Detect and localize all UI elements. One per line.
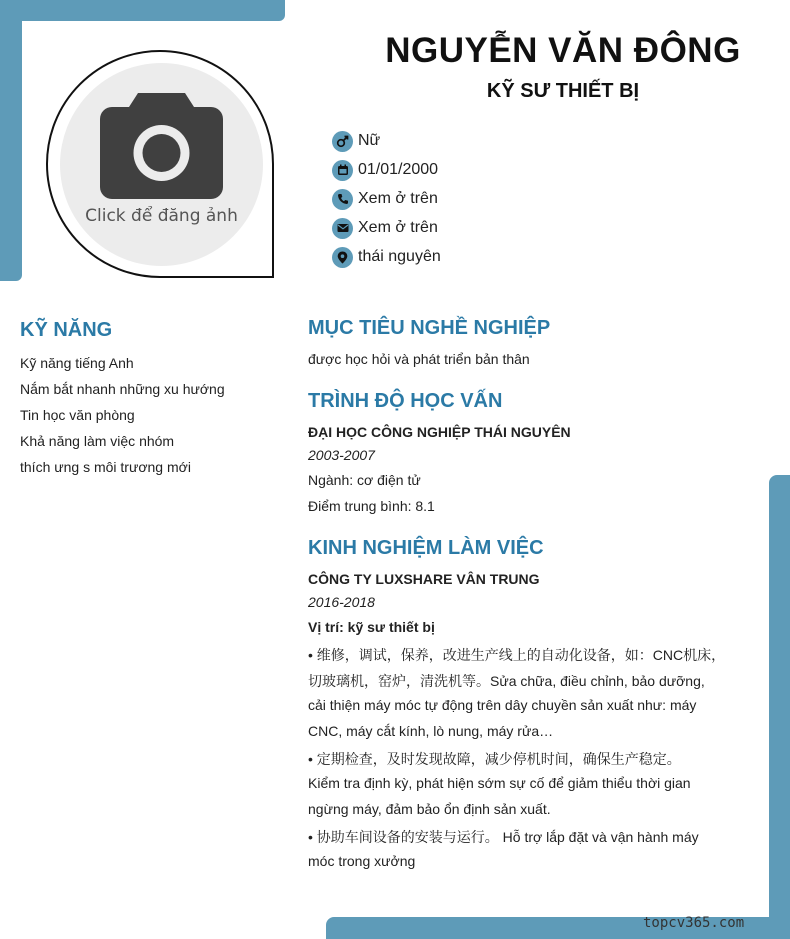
contact-birthday (332, 159, 438, 181)
gender-value: Nữ (358, 132, 381, 149)
skill-item: Tin học văn phòng (20, 407, 135, 423)
education-period: 2003-2007 (308, 447, 375, 463)
photo-caption[interactable]: Click để đăng ảnh (85, 206, 238, 226)
experience-line: ngừng máy, đảm bảo ổn định sản xuất. (308, 801, 551, 817)
location-value: thái nguyên (358, 248, 441, 265)
skill-item: thích ưng s môi trương mới (20, 459, 191, 475)
experience-line: Kiểm tra định kỳ, phát hiện sớm sự cố để giảm thiểu thời gian (308, 775, 691, 791)
skill-item: Kỹ năng tiếng Anh (20, 355, 134, 371)
right-accent-bar (769, 475, 790, 939)
gender-icon (332, 131, 353, 152)
education-heading: TRÌNH ĐỘ HỌC VẤN (308, 390, 503, 412)
email-icon (332, 218, 353, 239)
skill-item: Nắm bắt nhanh những xu hướng (20, 381, 225, 397)
watermark: topcv365.com (643, 915, 745, 931)
calendar-icon (332, 160, 353, 181)
contact-location (332, 246, 441, 268)
experience-period: 2016-2018 (308, 594, 375, 610)
camera-icon (100, 93, 223, 199)
skill-item: Khả năng làm việc nhóm (20, 433, 175, 449)
contact-phone (332, 188, 438, 210)
candidate-name: NGUYỄN VĂN ĐÔNG (385, 31, 741, 70)
experience-role: Vị trí: kỹ sư thiết bị (308, 619, 435, 635)
experience-line: • 协助车间设备的安装与运行。 Hỗ trợ lắp đặt và vận hành máy (308, 829, 699, 845)
education-major: Ngành: cơ điện tử (308, 472, 421, 488)
location-icon (332, 247, 353, 268)
birthday-value: 01/01/2000 (358, 161, 439, 178)
education-gpa: Điểm trung bình: 8.1 (308, 498, 435, 514)
experience-company: CÔNG TY LUXSHARE VÂN TRUNG (308, 571, 540, 587)
experience-line: móc trong xưởng (308, 853, 416, 869)
experience-line: • 定期检查，及时发现故障，减少停机时间，确保生产稳定。 (308, 751, 681, 767)
phone-icon (332, 189, 353, 210)
candidate-position: KỸ SƯ THIẾT BỊ (486, 80, 640, 102)
experience-line: CNC, máy cắt kính, lò nung, máy rửa… (308, 723, 554, 739)
photo-upload[interactable] (46, 50, 274, 278)
experience-line: 切玻璃机，窑炉，清洗机等。Sửa chữa, điều chỉnh, bảo dưỡng, (308, 673, 705, 689)
left-accent-bar (0, 0, 22, 281)
contact-email (332, 217, 438, 239)
objective-heading: MỤC TIÊU NGHỀ NGHIỆP (308, 317, 551, 339)
contact-gender (332, 130, 380, 152)
experience-line: cải thiện máy móc tự động trên dây chuyền sản xuất như: máy (308, 697, 697, 713)
top-accent-bar (0, 0, 285, 21)
skills-heading: KỸ NĂNG (20, 319, 113, 341)
experience-heading: KINH NGHIỆM LÀM VIỆC (308, 537, 544, 559)
education-school: ĐẠI HỌC CÔNG NGHIỆP THÁI NGUYÊN (308, 424, 571, 440)
objective-text: được học hỏi và phát triển bản thân (308, 351, 530, 367)
photo-placeholder[interactable] (60, 63, 263, 266)
email-value[interactable]: Xem ở trên (358, 219, 438, 236)
experience-line: • 维修，调试，保养，改进生产线上的自动化设备，如：CNC机床， (308, 647, 726, 663)
phone-value[interactable]: Xem ở trên (358, 190, 438, 207)
